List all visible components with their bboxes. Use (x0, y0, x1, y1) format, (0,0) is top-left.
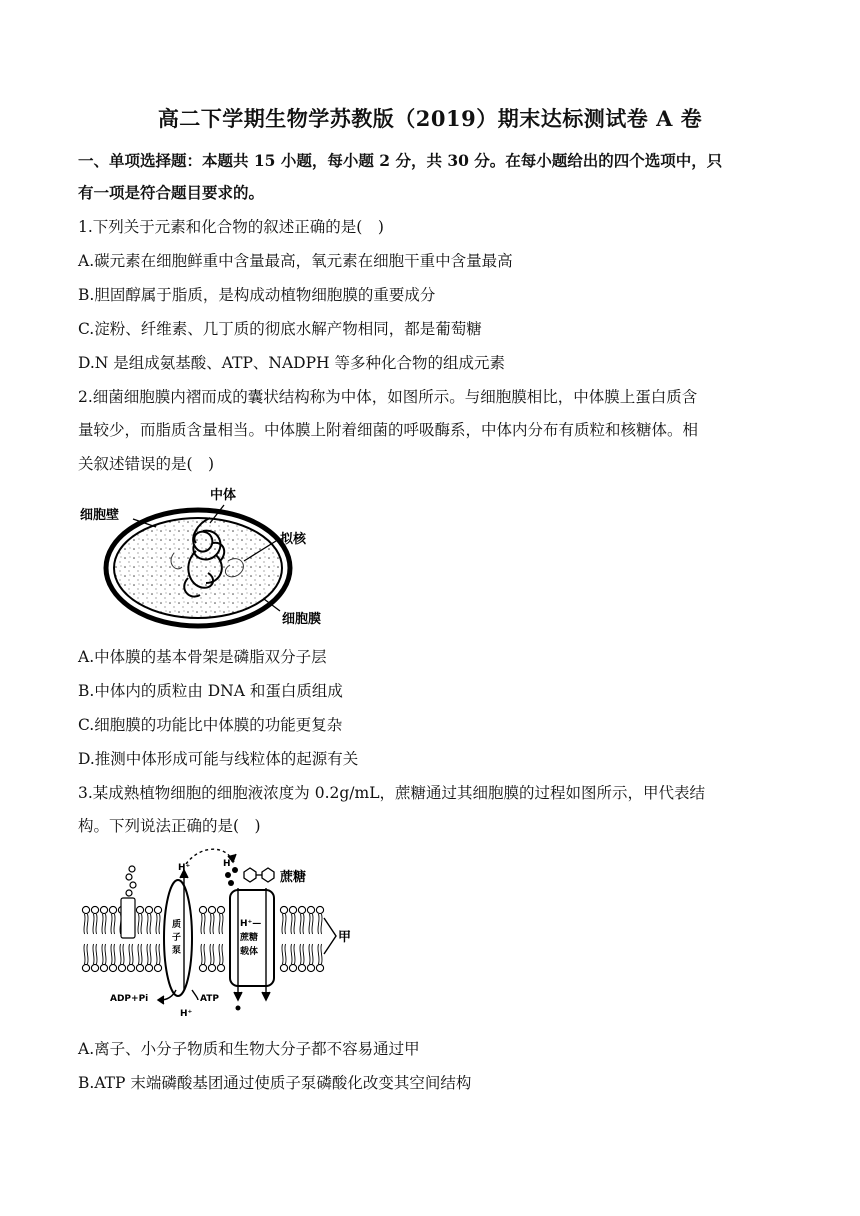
phospholipid-head (298, 906, 305, 913)
phospholipid-tail (285, 944, 286, 964)
q1-option-d: D.N 是组成氨基酸、ATP、NADPH 等多种化合物的组成元素 (78, 354, 505, 372)
phospholipid-tail (141, 914, 142, 934)
phospholipid-head (217, 964, 224, 971)
phospholipid-head (280, 964, 287, 971)
section-heading-line-1: 一、单项选择题：本题共 15 小题，每小题 2 分，共 30 分。在每小题给出的四个选项中，只 (78, 151, 723, 170)
q2-stem-line-1: 2.细菌细胞膜内褶而成的囊状结构称为中体，如图所示。与细胞膜相比，中体膜上蛋白质含 (78, 388, 698, 406)
phospholipid-head (91, 964, 98, 971)
phospholipid-tail (282, 944, 283, 964)
phospholipid-tail (321, 944, 322, 964)
phospholipid-tail (96, 914, 97, 934)
glycoprotein-shape (121, 866, 136, 938)
phospholipid-tail (213, 914, 214, 934)
phospholipid-head (145, 906, 152, 913)
phospholipid-tail (309, 914, 310, 934)
phospholipid-tail (87, 944, 88, 964)
label-mesosome: 中体 (210, 488, 237, 503)
q2-option-a: A.中体膜的基本骨架是磷脂双分子层 (78, 648, 327, 666)
phospholipid-tail (93, 944, 94, 964)
label-carrier-1: H⁺— (240, 919, 262, 929)
phospholipid-tail (294, 944, 295, 964)
phospholipid-head (208, 906, 215, 913)
phospholipid-tail (129, 944, 130, 964)
phospholipid-head (154, 906, 161, 913)
phospholipid-tail (222, 944, 223, 964)
phospholipid-tail (300, 944, 301, 964)
label-sucrose: 蔗糖 (280, 870, 307, 885)
phospholipid-tail (219, 944, 220, 964)
label-proton-pump-2: 子 (172, 933, 182, 943)
lipid-bilayer (82, 906, 323, 971)
phospholipid-head (100, 964, 107, 971)
bacterium-mesosome-figure (78, 483, 338, 638)
phospholipid-tail (159, 914, 160, 934)
phospholipid-tail (303, 944, 304, 964)
phospholipid-head (199, 964, 206, 971)
phospholipid-tail (159, 944, 160, 964)
phospholipid-head (307, 906, 314, 913)
q3-option-a: A.离子、小分子物质和生物大分子都不容易通过甲 (78, 1040, 420, 1058)
phospholipid-tail (156, 914, 157, 934)
phospholipid-head (280, 906, 287, 913)
phospholipid-tail (282, 914, 283, 934)
phospholipid-tail (219, 914, 220, 934)
label-adp: ADP+Pi (110, 994, 149, 1004)
q2-stem-line-3: 关叙述错误的是( ) (78, 455, 215, 473)
phospholipid-head (199, 906, 206, 913)
phospholipid-tail (300, 914, 301, 934)
phospholipid-tail (309, 944, 310, 964)
phospholipid-head (100, 906, 107, 913)
phospholipid-tail (84, 944, 85, 964)
q1-option-a: A.碳元素在细胞鲜重中含量最高，氧元素在细胞干重中含量最高 (78, 252, 513, 270)
q3-stem-line-1: 3.某成熟植物细胞的细胞液浓度为 0.2g/mL，蔗糖通过其细胞膜的过程如图所示，甲代表结 (78, 784, 706, 802)
phospholipid-tail (114, 914, 115, 934)
phospholipid-tail (303, 914, 304, 934)
label-atp: ATP (200, 994, 220, 1004)
q2-option-d: D.推测中体形成可能与线粒体的起源有关 (78, 750, 359, 768)
document-title: 高二下学期生物学苏教版（2019）期末达标测试卷 A 卷 (157, 106, 703, 131)
phospholipid-tail (96, 944, 97, 964)
phospholipid-tail (102, 944, 103, 964)
phospholipid-tail (150, 944, 151, 964)
label-h-bottom: H⁺ (180, 1009, 193, 1019)
phospholipid-tail (105, 944, 106, 964)
phospholipid-tail (318, 914, 319, 934)
phospholipid-tail (123, 944, 124, 964)
phospholipid-head (298, 964, 305, 971)
phospholipid-tail (318, 944, 319, 964)
phospholipid-head (289, 964, 296, 971)
q3-option-b: B.ATP 末端磷酸基团通过使质子泵磷酸化改变其空间结构 (78, 1074, 472, 1092)
q1-option-c: C.淀粉、纤维素、几丁质的彻底水解产物相同，都是葡萄糖 (78, 320, 482, 338)
label-carrier-3: 载体 (240, 947, 259, 957)
phospholipid-head (127, 964, 134, 971)
phospholipid-head (316, 964, 323, 971)
phospholipid-tail (291, 914, 292, 934)
label-carrier-2: 蔗糖 (240, 933, 259, 943)
phospholipid-tail (114, 944, 115, 964)
phospholipid-tail (213, 944, 214, 964)
phospholipid-head (154, 964, 161, 971)
phospholipid-tail (222, 914, 223, 934)
phospholipid-head (217, 906, 224, 913)
phospholipid-tail (204, 944, 205, 964)
phospholipid-head (289, 906, 296, 913)
label-proton-pump-3: 泵 (172, 946, 182, 956)
q2-stem-line-2: 量较少，而脂质含量相当。中体膜上附着细菌的呼吸酶系，中体内分布有质粒和核糖体。相 (78, 421, 699, 439)
phospholipid-tail (150, 914, 151, 934)
phospholipid-tail (111, 914, 112, 934)
phospholipid-head (82, 906, 89, 913)
phospholipid-head (316, 906, 323, 913)
label-proton-pump-1: 质 (172, 920, 182, 930)
label-h-top-left: H⁺ (178, 863, 191, 873)
phospholipid-tail (93, 914, 94, 934)
bacterium-diagram (78, 483, 338, 638)
sucrose-molecule-icon (244, 868, 274, 882)
phospholipid-head (82, 964, 89, 971)
q1-option-b: B.胆固醇属于脂质，是构成动植物细胞膜的重要成分 (78, 286, 436, 304)
label-jia: 甲 (338, 930, 352, 945)
section-heading-line-2: 有一项是符合题目要求的。 (78, 183, 265, 202)
phospholipid-tail (291, 944, 292, 964)
phospholipid-tail (138, 914, 139, 934)
phospholipid-tail (111, 944, 112, 964)
phospholipid-tail (204, 914, 205, 934)
phospholipid-tail (294, 914, 295, 934)
phospholipid-tail (201, 914, 202, 934)
phospholipid-tail (147, 944, 148, 964)
phospholipid-tail (312, 914, 313, 934)
jia-bracket (324, 918, 336, 954)
label-h-top-right: H⁺ (223, 859, 236, 869)
phospholipid-head (208, 964, 215, 971)
sucrose-transport-diagram (80, 840, 380, 1025)
phospholipid-tail (312, 944, 313, 964)
phospholipid-tail (138, 944, 139, 964)
phospholipid-head (109, 964, 116, 971)
phospholipid-head (118, 964, 125, 971)
phospholipid-tail (201, 944, 202, 964)
phospholipid-head (307, 964, 314, 971)
phospholipid-tail (210, 944, 211, 964)
phospholipid-head (145, 964, 152, 971)
phospholipid-tail (120, 944, 121, 964)
label-nucleoid: 拟核 (280, 532, 307, 547)
phospholipid-head (136, 906, 143, 913)
phospholipid-tail (321, 914, 322, 934)
phospholipid-tail (147, 914, 148, 934)
phospholipid-head (136, 964, 143, 971)
q1-stem: 1.下列关于元素和化合物的叙述正确的是( ) (78, 218, 384, 236)
phospholipid-tail (132, 944, 133, 964)
label-cell-wall: 细胞壁 (80, 508, 120, 523)
phospholipid-tail (84, 914, 85, 934)
phospholipid-tail (102, 914, 103, 934)
phospholipid-tail (156, 944, 157, 964)
phospholipid-tail (105, 914, 106, 934)
q2-option-c: C.细胞膜的功能比中体膜的功能更复杂 (78, 716, 343, 734)
proton-pump-figure (80, 840, 380, 1025)
q3-stem-line-2: 构。下列说法正确的是( ) (78, 817, 261, 835)
phospholipid-head (91, 906, 98, 913)
phospholipid-tail (285, 914, 286, 934)
phospholipid-tail (210, 914, 211, 934)
phospholipid-tail (141, 944, 142, 964)
phospholipid-tail (87, 914, 88, 934)
label-cell-membrane: 细胞膜 (282, 612, 322, 627)
phospholipid-head (109, 906, 116, 913)
q2-option-b: B.中体内的质粒由 DNA 和蛋白质组成 (78, 682, 343, 700)
